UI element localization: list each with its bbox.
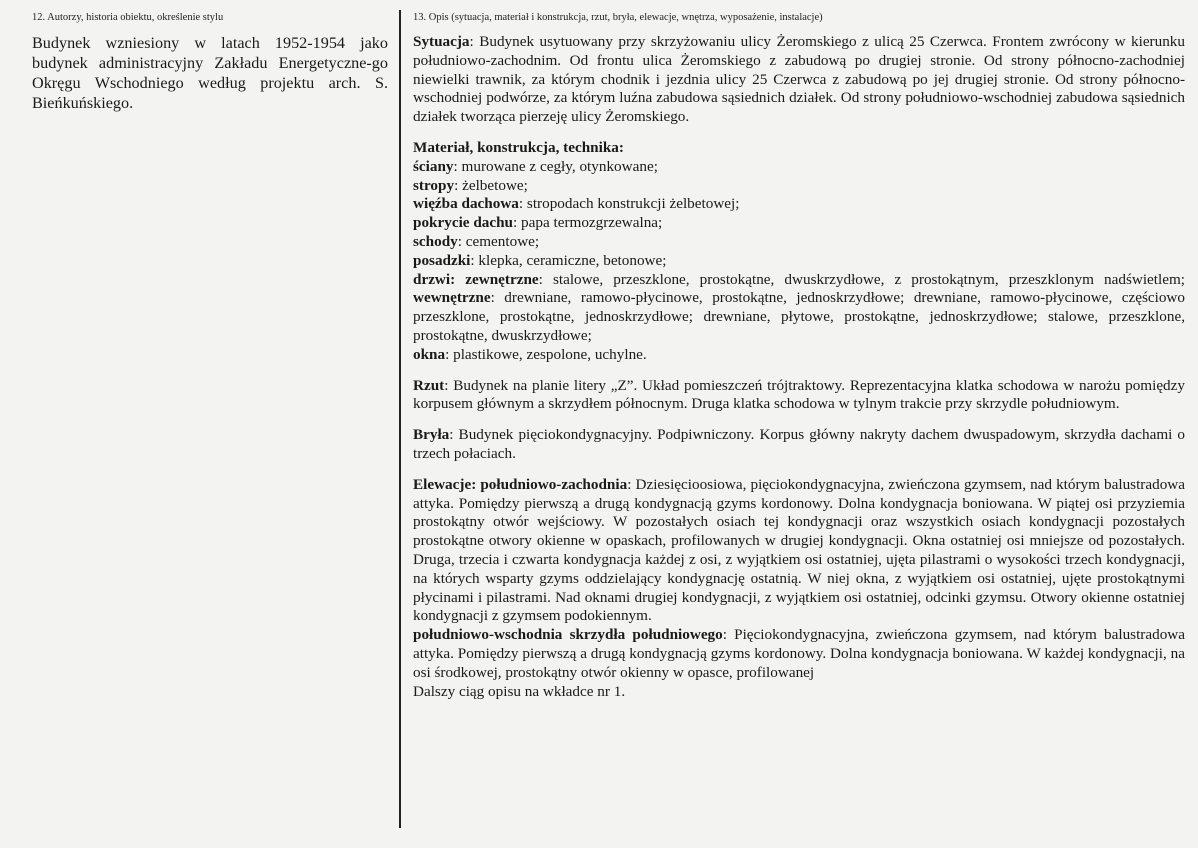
wewn-text: : drewniane, ramowo-płycinowe, prostokątne, jednoskrzydłowe; drewniane, ramowo-płycinowe, częściowo przeszklone, prostokątne, jednoskrzydłowe; drewniane, płytowe, prostokątne, jednoskrzydłowe; stalowe, przeszklone, prostokątne, dwuskrzydłowe;	[413, 289, 1185, 344]
skrzydlo-label: południowo-wschodnia skrzydła południowego	[413, 626, 723, 644]
wiezba-label: więźba dachowa	[413, 195, 519, 213]
schody-text: : cementowe;	[457, 232, 540, 250]
sytuacja-paragraph	[413, 33, 1185, 127]
rzut-text: : Budynek na planie litery „Z”. Układ pomieszczeń trójtraktowy. Reprezentacyjna klatka schodowa w narożu pomiędzy korpusem głównym a skrzydłem północnym. Druga klatka schodowa w tylnym trakcie przy skrzydle południowym.	[413, 376, 1185, 413]
stropy-text: : żelbetowe;	[454, 176, 528, 194]
pokrycie-text: : papa termozgrzewalna;	[513, 214, 663, 232]
zewn-label: zewnętrzne	[465, 270, 539, 288]
pokrycie-label: pokrycie dachu	[413, 214, 513, 232]
wiezba-text: : stropodach konstrukcji żelbetowej;	[518, 195, 740, 213]
sciany-label: ściany	[413, 157, 454, 175]
section-13-header: 13. Opis (sytuacja, materiał i konstrukcja, rzut, bryła, elewacje, wnętrza, wyposażenie, instalacje)	[413, 12, 823, 23]
elewacje-text: : Dziesięcioosiowa, pięciokondygnacyjna, zwieńczona gzymsem, nad którym balustradowa attyka. Pomiędzy pierwszą a drugą kondygnacją gzyms kordonowy. Dolna kondygnacja boniowana. W piątej osi przyziemia prostokątny otwór wejściowy. W pozostałych osiach tej kondygnacji oraz wszystkich osiach kondygnacji pozostałych prostokątne otwory okienne w opaskach, profilowanych w drugiej kondygnacji. Okna ostatniej osi mniejsze od pozostałych. Druga, trzecia i czwarta kondygnacja każdej z osi, z wyjątkiem osi ostatniej, ujęta pilastrami o wysokości trzech kondygnacji, na których wsparty gzyms oddzielający kondygnację ostatnią. W niej okna, z wyjątkiem osi ostatniej, ujęte prostokątnymi płycinami i pilastrami. Nad oknami drugiej kondygnacji, z wyjątkiem osi ostatniej, odcinki gzymsu. Otwory okienne ostatniej kondygnacji z gzymsem podokiennym.	[413, 475, 1185, 625]
posadzki-label: posadzki	[413, 251, 471, 269]
authors-history-column	[32, 12, 388, 113]
description-column	[413, 12, 1185, 701]
zewn-text: : stalowe, przeszklone, prostokątne, dwuskrzydłowe, z prostokątnym, przeszklonym nadświetlem;	[538, 270, 1185, 288]
schody-label: schody	[413, 232, 458, 250]
material-paragraph: Materiał, konstrukcja, technika: ściany: murowane z cegły, otynkowane; stropy: żelbetowe; więźba dachowa: stropodach konstrukcji żelbetowej; pokrycie dachu: papa termozgrzewalna; schody: cementowe; posadzki: klepka, ceramiczne, betonowe; drzwi: zewnętrzne: stalowe, przeszklone, prostokątne, dwuskrzydłowe, z prostokątnym, przeszklonym nadświetlem; wewnętrzne: drewniane, ramowo-płycinowe, prostokątne, jednoskrzydłowe; drewniane, ramowo-płycinowe, częściowo przeszklone, prostokątne, jednoskrzydłowe; drewniane, płytowe, prostokątne, jednoskrzydłowe; stalowe, przeszklone, prostokątne, dwuskrzydłowe; okna: plastikowe, zespolone, uchylne.	[413, 138, 1185, 363]
wewn-label: wewnętrzne	[413, 289, 491, 307]
elewacja-skrzydla-paragraph	[413, 626, 1185, 682]
rzut-paragraph	[413, 377, 1185, 415]
history-text: Budynek wzniesiony w latach 1952-1954 jako budynek administracyjny Zakładu Energetyczne-go Okręgu Wschodniego według projektu arch. S. Bieńkuńskiego.	[32, 34, 388, 112]
drzwi-label: drzwi	[413, 270, 451, 288]
material-label: Materiał, konstrukcja, technika	[413, 138, 619, 156]
sytuacja-text: : Budynek usytuowany przy skrzyżowaniu ulicy Żeromskiego z ulicą 25 Czerwca. Frontem zwrócony w kierunku południowo-zachodnim. Od frontu ulica Żeromskiego z zabudową po drugiej stronie. Od strony północno-zachodniej niewielki trawnik, za którym chodnik i jezdnia ulicy 25 Czerwca z zabudową po jej drugiej stronie. Od strony północno-wschodniej podwórze, za którym luźna zabudowa sąsiednich działek. Od strony południowo-wschodniej zabudowa sąsiednich działek tworząca pierzeję ulicy Żeromskiego.	[413, 33, 1185, 126]
posadzki-text: : klepka, ceramiczne, betonowe;	[470, 251, 667, 269]
sytuacja-label: Sytuacja	[413, 33, 470, 50]
elewacje-paragraph	[413, 476, 1185, 626]
okna-text: : plastikowe, zespolone, uchylne.	[445, 345, 647, 363]
okna-label: okna	[413, 345, 446, 363]
sciany-text: : murowane z cegły, otynkowane;	[453, 157, 658, 175]
bryla-text: : Budynek pięciokondygnacyjny. Podpiwniczony. Korpus główny nakryty dachem dwuspadowym, skrzydła dachami o trzech połaciach.	[413, 426, 1185, 462]
bryla-paragraph	[413, 426, 1185, 464]
column-divider	[399, 10, 401, 828]
section-12-header: 12. Autorzy, historia obiektu, określenie stylu	[32, 12, 224, 23]
rzut-label: Rzut	[413, 376, 445, 394]
elewacje-label: Elewacje: południowo-zachodnia	[413, 475, 628, 493]
skrzydlo-text: : Pięciokondygnacyjna, zwieńczona gzymsem, nad którym balustradowa attyka. Pomiędzy pierwszą a drugą kondygnacją gzyms kordonowy. Dolna kondygnacja boniowana. W każdej kondygnacji, na osi środkowej, prostokątny otwór okienny w opasce, profilowanej	[413, 626, 1185, 681]
stropy-label: stropy	[413, 176, 455, 194]
continuation-note: Dalszy ciąg opisu na wkładce nr 1.	[413, 682, 626, 700]
bryla-label: Bryła	[413, 426, 450, 444]
